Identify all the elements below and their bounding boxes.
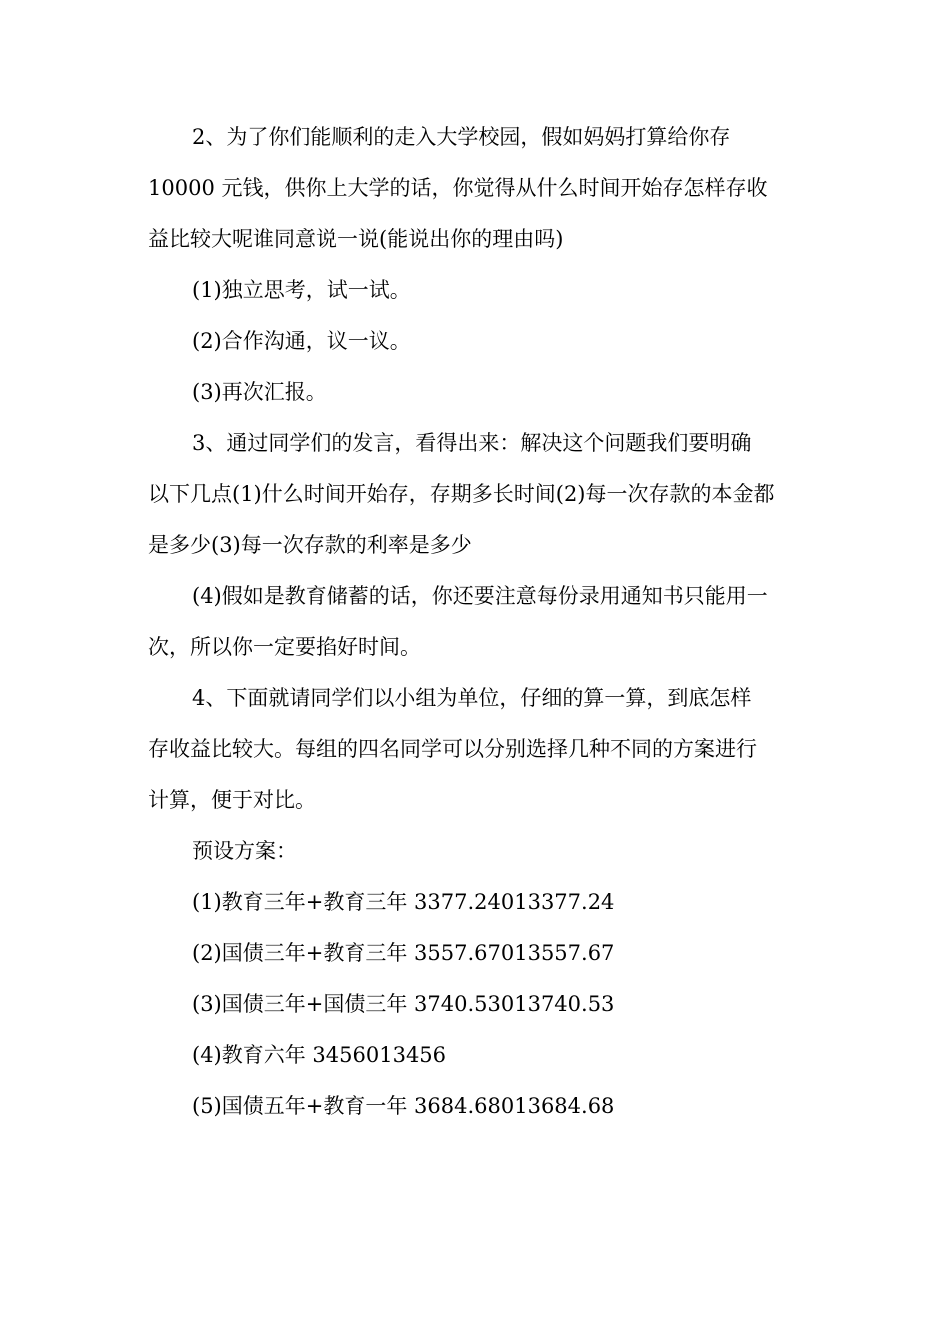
list-item: (1)独立思考，试一试。 <box>192 278 411 302</box>
plan-item: (2)国债三年+教育三年 3557.67013557.67 <box>192 941 615 965</box>
paragraph-line: 存收益比较大。每组的四名同学可以分别选择几种不同的方案进行 <box>148 737 757 761</box>
paragraph-line: 次，所以你一定要掐好时间。 <box>148 635 421 659</box>
list-item: (3)再次汇报。 <box>192 380 327 404</box>
list-item: (2)合作沟通，议一议。 <box>192 329 411 353</box>
plan-item: (5)国债五年+教育一年 3684.68013684.68 <box>192 1094 615 1118</box>
section-label: 预设方案： <box>192 839 297 863</box>
paragraph-line: 4、下面就请同学们以小组为单位，仔细的算一算，到底怎样 <box>192 686 752 710</box>
paragraph-line: 是多少(3)每一次存款的利率是多少 <box>148 533 472 557</box>
paragraph-line: 益比较大呢谁同意说一说(能说出你的理由吗) <box>148 227 564 251</box>
paragraph-line: (4)假如是教育储蓄的话，你还要注意每份录用通知书只能用一 <box>192 584 768 608</box>
document-body <box>148 112 808 1132</box>
paragraph-line: 以下几点(1)什么时间开始存，存期多长时间(2)每一次存款的本金都 <box>148 482 775 506</box>
plan-item: (1)教育三年+教育三年 3377.24013377.24 <box>192 890 615 914</box>
paragraph-line: 计算，便于对比。 <box>148 788 316 812</box>
plan-item: (3)国债三年+国债三年 3740.53013740.53 <box>192 992 615 1016</box>
paragraph-line: 10000 元钱，供你上大学的话，你觉得从什么时间开始存怎样存收 <box>148 176 768 200</box>
paragraph-line: 3、通过同学们的发言，看得出来：解决这个问题我们要明确 <box>192 431 752 455</box>
paragraph-line: 2、为了你们能顺利的走入大学校园，假如妈妈打算给你存 <box>192 125 731 149</box>
plan-item: (4)教育六年 3456013456 <box>192 1043 447 1067</box>
